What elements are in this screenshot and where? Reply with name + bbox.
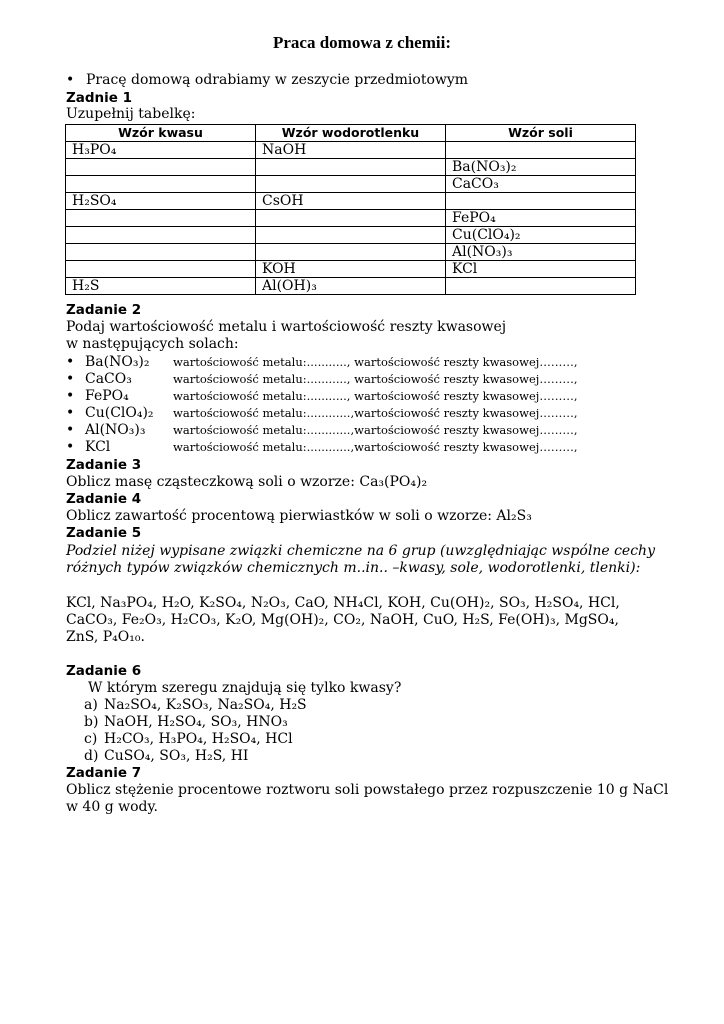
cell-base[interactable] xyxy=(256,159,446,176)
table-header-row xyxy=(66,125,636,142)
task7-heading: Zadanie 7 xyxy=(66,765,142,781)
bullet-icon: • xyxy=(66,422,75,438)
valence-fill-line: wartościowość metalu:............,wartościowość reszty kwasowej………, xyxy=(173,440,578,454)
cell-acid[interactable] xyxy=(66,244,256,261)
option-label: a) xyxy=(84,697,98,713)
salt-formula: CaCO₃ xyxy=(85,371,132,387)
table-row xyxy=(66,210,636,227)
valence-fill-line: wartościowość metalu:..........., wartościowość reszty kwasowej………, xyxy=(173,372,578,386)
task5-instruction-line2: różnych typów związków chemicznych m..in.. –kwasy, sole, wodorotlenki, tlenki): xyxy=(66,560,641,576)
answer-option xyxy=(84,697,307,714)
answer-option xyxy=(84,731,293,748)
cell-salt[interactable] xyxy=(446,142,636,159)
task4-heading: Zadanie 4 xyxy=(66,491,142,507)
bullet-icon: • xyxy=(66,354,75,370)
table-row xyxy=(66,193,636,210)
valence-fill-line: wartościowość metalu:............,wartościowość reszty kwasowej………, xyxy=(173,406,578,420)
cell-base[interactable]: KOH xyxy=(256,261,446,278)
answer-option xyxy=(84,748,248,765)
option-text: NaOH, H₂SO₄, SO₃, HNO₃ xyxy=(104,714,288,730)
cell-acid[interactable] xyxy=(66,210,256,227)
cell-base[interactable] xyxy=(256,244,446,261)
valence-fill-line: wartościowość metalu:..........., wartościowość reszty kwasowej………, xyxy=(173,355,578,369)
answer-option xyxy=(84,714,288,731)
intro-bullet-item xyxy=(66,72,468,89)
task7-line2: w 40 g wody. xyxy=(66,799,158,815)
task6-heading: Zadanie 6 xyxy=(66,663,142,679)
table-row xyxy=(66,176,636,193)
task4-text: Oblicz zawartość procentową pierwiastków w soli o wzorze: Al₂S₃ xyxy=(66,508,532,524)
table-row xyxy=(66,227,636,244)
task3-text: Oblicz masę cząsteczkową soli o wzorze: Ca₃(PO₄)₂ xyxy=(66,474,428,490)
intro-text: Pracę domową odrabiamy w zeszycie przedmiotowym xyxy=(86,72,469,88)
option-text: CuSO₄, SO₃, H₂S, HI xyxy=(104,748,249,764)
cell-salt[interactable] xyxy=(446,278,636,295)
cell-salt[interactable]: CaCO₃ xyxy=(446,176,636,193)
valence-fill-line: wartościowość metalu:..........., wartościowość reszty kwasowej………, xyxy=(173,389,578,403)
cell-acid[interactable] xyxy=(66,261,256,278)
cell-acid[interactable]: H₃PO₄ xyxy=(66,142,256,159)
task5-compounds-line2: CaCO₃, Fe₂O₃, H₂CO₃, K₂O, Mg(OH)₂, CO₂, NaOH, CuO, H₂S, Fe(OH)₃, MgSO₄, xyxy=(66,612,619,628)
salt-formula: Cu(ClO₄)₂ xyxy=(85,405,154,421)
cell-base[interactable]: CsOH xyxy=(256,193,446,210)
bullet-icon: • xyxy=(66,405,75,421)
option-label: b) xyxy=(84,714,99,730)
task5-compounds-line3: ZnS, P₄O₁₀. xyxy=(66,629,145,645)
cell-acid[interactable] xyxy=(66,227,256,244)
header-acid: Wzór kwasu xyxy=(66,125,256,142)
cell-base[interactable] xyxy=(256,210,446,227)
cell-base[interactable]: Al(OH)₃ xyxy=(256,278,446,295)
page-title: Praca domowa z chemii: xyxy=(273,33,451,52)
salt-formula: KCl xyxy=(85,439,111,455)
task3-heading: Zadanie 3 xyxy=(66,457,142,473)
cell-acid[interactable]: H₂S xyxy=(66,278,256,295)
salt-formula: Ba(NO₃)₂ xyxy=(85,354,150,370)
task5-instruction-line1: Podziel niżej wypisane związki chemiczne na 6 grup (uwzględniając wspólne cechy xyxy=(66,543,655,559)
valence-fill-line: wartościowość metalu:............,wartościowość reszty kwasowej………, xyxy=(173,423,578,437)
task5-compounds-line1: KCl, Na₃PO₄, H₂O, K₂SO₄, N₂O₃, CaO, NH₄Cl, KOH, Cu(OH)₂, SO₃, H₂SO₄, HCl, xyxy=(66,595,620,611)
task7-line1: Oblicz stężenie procentowe roztworu soli powstałego przez rozpuszczenie 10 g NaCl xyxy=(66,782,669,798)
task1-heading: Zadnie 1 xyxy=(66,90,133,106)
header-base: Wzór wodorotlenku xyxy=(256,125,446,142)
task2-line1: Podaj wartościowość metalu i wartościowość reszty kwasowej xyxy=(66,319,507,335)
cell-salt[interactable] xyxy=(446,193,636,210)
cell-base[interactable] xyxy=(256,227,446,244)
task2-line2: w następujących solach: xyxy=(66,336,239,352)
cell-salt[interactable]: Ba(NO₃)₂ xyxy=(446,159,636,176)
option-text: H₂CO₃, H₃PO₄, H₂SO₄, HCl xyxy=(104,731,293,747)
option-label: d) xyxy=(84,748,99,764)
cell-acid[interactable] xyxy=(66,159,256,176)
cell-salt[interactable]: Cu(ClO₄)₂ xyxy=(446,227,636,244)
bullet-icon: • xyxy=(66,439,75,455)
table-row xyxy=(66,261,636,278)
bullet-icon: • xyxy=(66,388,75,404)
cell-base[interactable]: NaOH xyxy=(256,142,446,159)
table-row xyxy=(66,142,636,159)
salts-table xyxy=(65,124,636,295)
table-row xyxy=(66,278,636,295)
header-salt: Wzór soli xyxy=(446,125,636,142)
cell-salt[interactable]: FePO₄ xyxy=(446,210,636,227)
bullet-icon: • xyxy=(66,371,75,387)
option-label: c) xyxy=(84,731,98,747)
salt-formula: FePO₄ xyxy=(85,388,129,404)
option-text: Na₂SO₄, K₂SO₃, Na₂SO₄, H₂S xyxy=(104,697,307,713)
task2-heading: Zadanie 2 xyxy=(66,302,142,318)
cell-salt[interactable]: KCl xyxy=(446,261,636,278)
cell-salt[interactable]: Al(NO₃)₃ xyxy=(446,244,636,261)
cell-acid[interactable]: H₂SO₄ xyxy=(66,193,256,210)
task6-question: W którym szeregu znajdują się tylko kwasy? xyxy=(88,680,402,696)
table-row xyxy=(66,244,636,261)
table-row xyxy=(66,159,636,176)
task5-heading: Zadanie 5 xyxy=(66,525,142,541)
bullet-icon: • xyxy=(66,72,75,88)
task1-instruction: Uzupełnij tabelkę: xyxy=(66,106,196,122)
cell-acid[interactable] xyxy=(66,176,256,193)
salt-formula: Al(NO₃)₃ xyxy=(85,422,146,438)
cell-base[interactable] xyxy=(256,176,446,193)
